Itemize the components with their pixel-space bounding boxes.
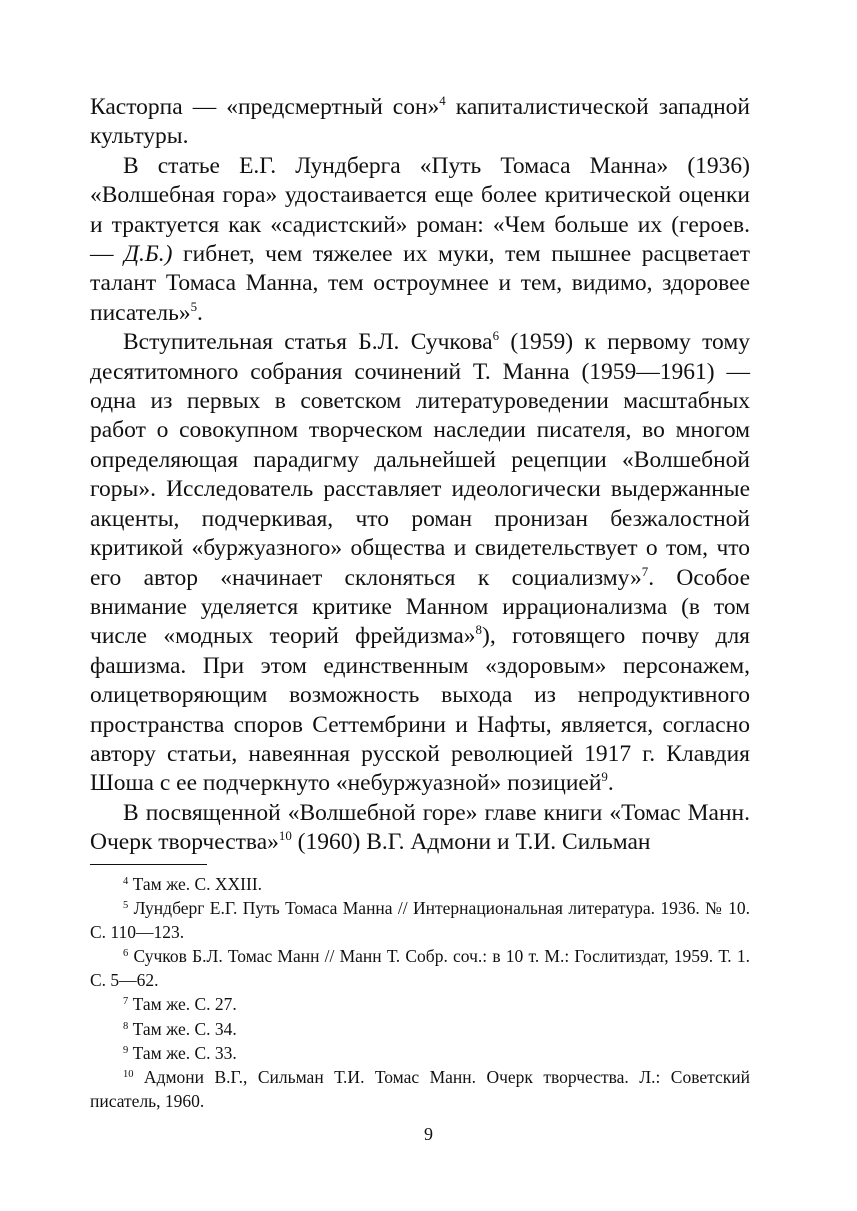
author-initials: Д.Б.) (124, 241, 173, 268)
footnote-9 (90, 1041, 750, 1065)
footnote-7 (90, 992, 750, 1016)
footnote-number: 6 (123, 948, 129, 960)
footnote-number: 8 (123, 1020, 129, 1032)
footnote-text: Лундберг Е.Г. Путь Томаса Манна // Интернациональная литература. 1936. № 10. С. 110—123. (90, 898, 750, 943)
paragraph-text: . (607, 770, 614, 797)
paragraph-2 (90, 152, 750, 328)
paragraph-3 (90, 328, 750, 799)
footnote-number: 10 (123, 1068, 134, 1080)
paragraph-text: (1960) В.Г. Адмони и Т.И. Сильман (291, 829, 651, 856)
footnote-number: 4 (123, 876, 129, 888)
paragraph-text: В статье Е.Г. Лундберга «Путь Томаса Манна» (1936) «Волшебная гора» удостаивается еще более критической оценки и трактуется как «садистский» роман: «Чем больше их (героев. — (90, 152, 750, 268)
footnote-ref-9: 9 (601, 769, 608, 785)
footnote-separator (90, 864, 207, 865)
footnote-5 (90, 896, 750, 944)
footnote-6 (90, 944, 750, 992)
main-text (90, 93, 750, 858)
footnotes (90, 872, 750, 1113)
paragraph-text: . Особое внимание уделяется критике Манном иррационализма (в том числе «модных теорий фрейдизма» (90, 564, 751, 650)
footnote-ref-7: 7 (641, 563, 649, 579)
footnote-number: 9 (123, 1044, 129, 1056)
footnote-4 (90, 872, 750, 896)
footnote-ref-8: 8 (475, 622, 482, 638)
footnote-ref-4: 4 (439, 92, 446, 108)
paragraph-text: . (197, 299, 203, 326)
footnote-10 (90, 1065, 750, 1113)
footnote-ref-6: 6 (492, 328, 500, 344)
footnote-number: 7 (123, 996, 129, 1008)
paragraph-text: Касторпа — «предсмертный сон» (90, 94, 440, 120)
footnote-text: Там же. С. 27. (128, 994, 237, 1015)
footnote-text: Там же. С. 34. (128, 1018, 237, 1039)
footnote-text: Там же. С. 33. (128, 1042, 237, 1063)
paragraph-4 (90, 799, 750, 858)
paragraph-text: гибнет, чем тяжелее их муки, тем пышнее расцветает талант Томаса Манна, тем остроумнее и тем, видимо, здоровее писатель» (90, 241, 750, 326)
page-number: 9 (424, 1124, 433, 1144)
footnote-8 (90, 1017, 750, 1041)
footnote-text: Сучков Б.Л. Томас Манн // Манн Т. Собр. соч.: в 10 т. М.: Гослитиздат, 1959. Т. 1. С. 5—62. (90, 946, 750, 991)
footnote-text: Адмони В.Г., Сильман Т.И. Томас Манн. Очерк творчества. Л.: Советский писатель, 1960. (90, 1066, 750, 1111)
footnote-ref-5: 5 (190, 298, 198, 314)
footnote-text: Там же. С. XXIII. (128, 874, 263, 894)
paragraph-text: Вступительная статья Б.Л. Сучкова (123, 329, 493, 356)
paragraph-text: ), готовящего почву для фашизма. При этом единственным «здоровым» персонажем, олицетворяющим возможность выхода из непродуктивного пространства споров Сеттембрини и Нафты, является, согласно автору статьи, навеянная русской революцией 1917 г. Клавдия Шоша с ее подчеркнуто «небуржуазной» позицией (90, 623, 750, 797)
footnote-number: 5 (123, 900, 129, 912)
paragraph-text: (1959) к первому тому десятитомного собрания сочинений Т. Манна (1959—1961) — одна из первых в советском литературоведении масштабных работ о совокупном творческом наследии писателя, во многом определяющая парадигму дальнейшей рецепции «Волшебной горы». Исследователь расставляет идеологически выдержанные акценты, подчеркивая, что роман пронизан безжалостной критикой «буржуазного» общества и свидетельствует о том, что его автор «начинает склоняться к социализму» (90, 329, 750, 591)
footnote-ref-10: 10 (278, 828, 292, 844)
paragraph-text: В посвященной «Волшебной горе» главе книги «Томас Манн. Очерк творчества» (90, 799, 750, 856)
paragraph-1 (90, 93, 750, 152)
paragraph-text: капиталистической западной культуры. (90, 94, 750, 150)
